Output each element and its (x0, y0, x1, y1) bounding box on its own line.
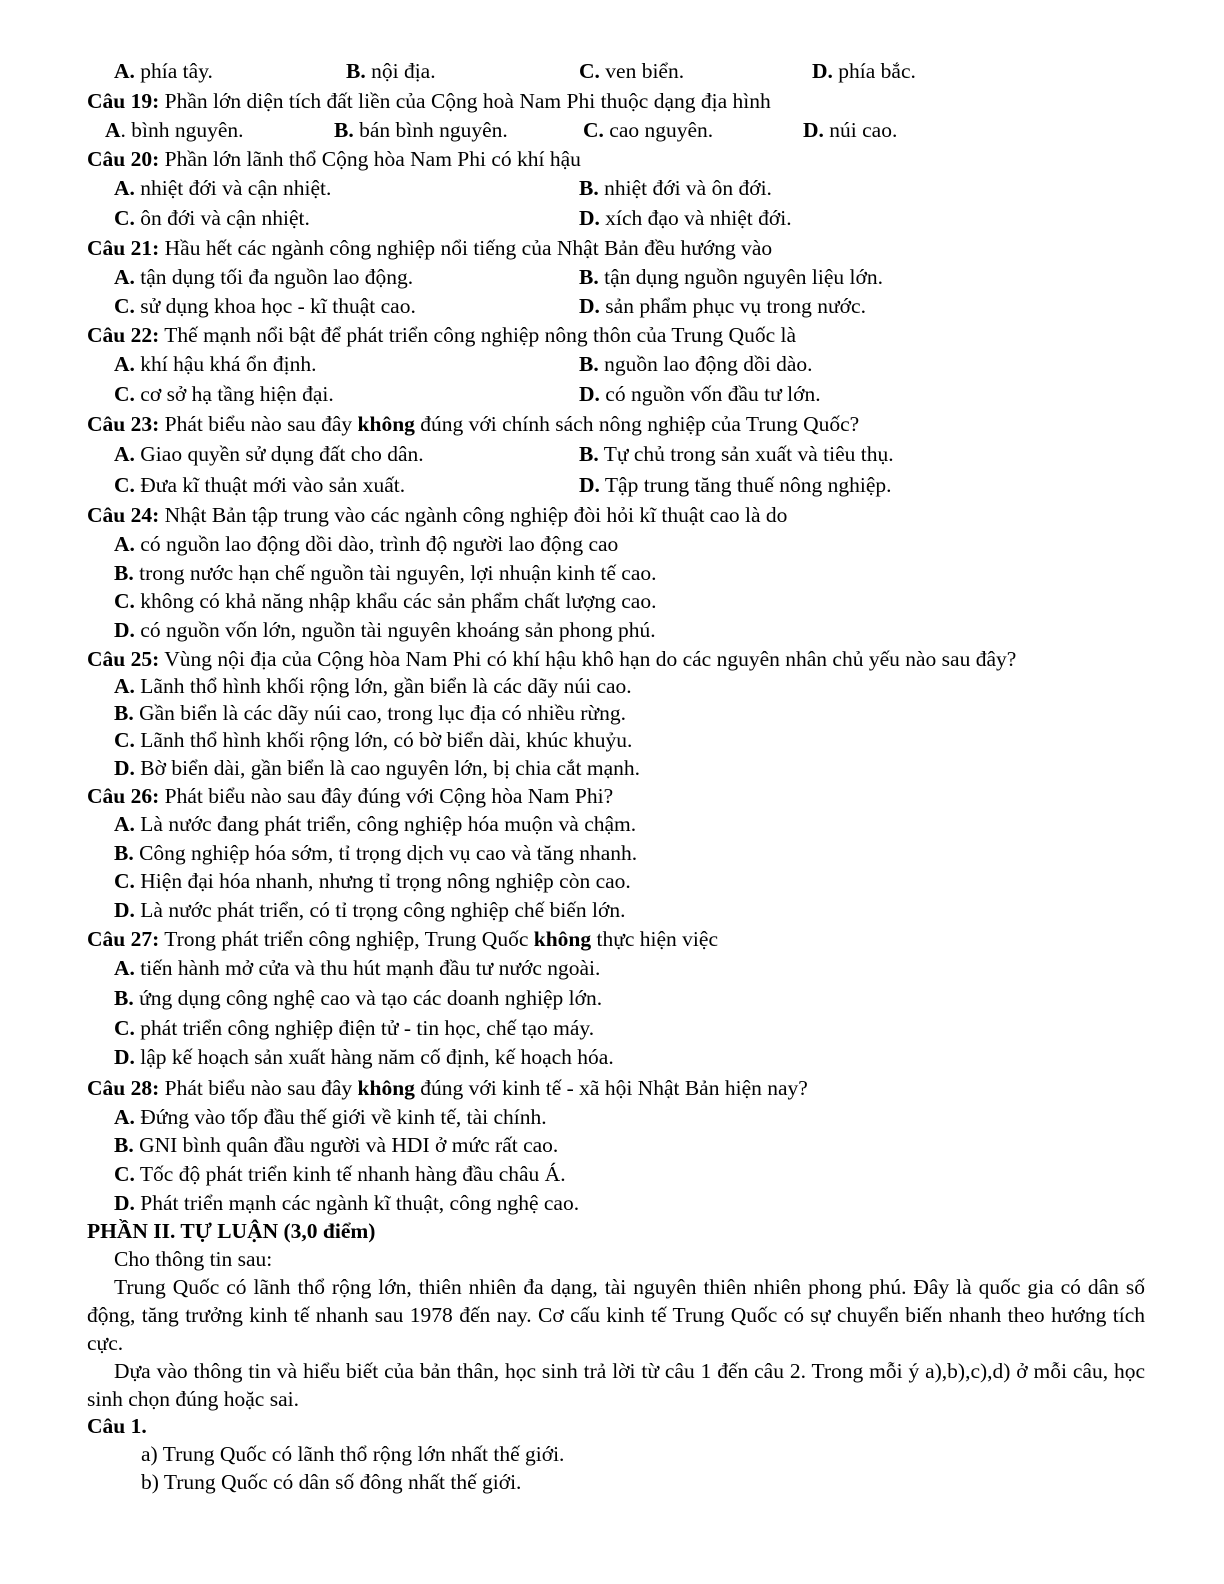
q27-option-c: C. phát triển công nghiệp điện tử - tin học, chế tạo máy. (114, 1016, 595, 1040)
q22-question: Câu 22: Thế mạnh nổi bật để phát triển công nghiệp nông thôn của Trung Quốc là (87, 323, 797, 347)
q18-option-a: A. phía tây. (114, 59, 213, 83)
q23-option-a: A. Giao quyền sử dụng đất cho dân. (114, 442, 424, 466)
q25-option-a: A. Lãnh thổ hình khối rộng lớn, gần biển là các dãy núi cao. (114, 674, 632, 698)
part2-question-1-label: Câu 1. (87, 1414, 147, 1438)
q28-option-a: A. Đứng vào tốp đầu thế giới về kinh tế, tài chính. (114, 1105, 547, 1129)
q19-question: Câu 19: Phần lớn diện tích đất liền của Cộng hoà Nam Phi thuộc dạng địa hình (87, 89, 771, 113)
q26-option-d: D. Là nước phát triển, có tỉ trọng công nghiệp chế biến lớn. (114, 898, 626, 922)
q25-option-b: B. Gần biển là các dãy núi cao, trong lục địa có nhiều rừng. (114, 701, 626, 725)
part2-instruction-paragraph: Dựa vào thông tin và hiểu biết của bản thân, học sinh trả lời từ câu 1 đến câu 2. Trong mỗi ý a),b),c),d) ở mỗi câu, học sinh chọn đúng hoặc sai. (87, 1359, 1145, 1411)
q21-option-d: D. sản phẩm phục vụ trong nước. (579, 294, 866, 318)
q21-option-a: A. tận dụng tối đa nguồn lao động. (114, 265, 414, 289)
q26-option-c: C. Hiện đại hóa nhanh, nhưng tỉ trọng nông nghiệp còn cao. (114, 869, 631, 893)
q27-option-b: B. ứng dụng công nghệ cao và tạo các doanh nghiệp lớn. (114, 986, 603, 1010)
q19-option-a: A. bình nguyên. (105, 118, 244, 142)
part2-question-1-item-b: b) Trung Quốc có dân số đông nhất thế giới. (141, 1470, 522, 1494)
q20-option-b: B. nhiệt đới và ôn đới. (579, 176, 772, 200)
q20-option-d: D. xích đạo và nhiệt đới. (579, 206, 792, 230)
q28-option-c: C. Tốc độ phát triển kinh tế nhanh hàng đầu châu Á. (114, 1162, 566, 1186)
q25-question: Câu 25: Vùng nội địa của Cộng hòa Nam Phi có khí hậu khô hạn do các nguyên nhân chủ yếu nào sau đây? (87, 647, 1017, 671)
q22-option-d: D. có nguồn vốn đầu tư lớn. (579, 382, 821, 406)
q28-question: Câu 28: Phát biểu nào sau đây không đúng với kinh tế - xã hội Nhật Bản hiện nay? (87, 1076, 808, 1100)
q21-option-b: B. tận dụng nguồn nguyên liệu lớn. (579, 265, 883, 289)
q27-option-a: A. tiến hành mở cửa và thu hút mạnh đầu tư nước ngoài. (114, 956, 601, 980)
q20-option-a: A. nhiệt đới và cận nhiệt. (114, 176, 332, 200)
q19-option-c: C. cao nguyên. (583, 118, 714, 142)
q23-question: Câu 23: Phát biểu nào sau đây không đúng với chính sách nông nghiệp của Trung Quốc? (87, 412, 860, 436)
q19-option-b: B. bán bình nguyên. (334, 118, 508, 142)
q24-option-d: D. có nguồn vốn lớn, nguồn tài nguyên khoáng sản phong phú. (114, 618, 656, 642)
part2-heading: PHẦN II. TỰ LUẬN (3,0 điểm) (87, 1219, 376, 1243)
q23-option-d: D. Tập trung tăng thuế nông nghiệp. (579, 473, 892, 497)
q19-option-d: D. núi cao. (803, 118, 898, 142)
part2-question-1-item-a: a) Trung Quốc có lãnh thổ rộng lớn nhất thế giới. (141, 1442, 565, 1466)
q24-option-a: A. có nguồn lao động dồi dào, trình độ người lao động cao (114, 532, 619, 556)
q28-option-d: D. Phát triển mạnh các ngành kĩ thuật, công nghệ cao. (114, 1191, 580, 1215)
q18-option-c: C. ven biển. (579, 59, 685, 83)
q25-option-d: D. Bờ biển dài, gần biển là cao nguyên lớn, bị chia cắt mạnh. (114, 756, 641, 780)
q20-question: Câu 20: Phần lớn lãnh thổ Cộng hòa Nam Phi có khí hậu (87, 147, 581, 171)
q26-option-b: B. Công nghiệp hóa sớm, tỉ trọng dịch vụ cao và tăng nhanh. (114, 841, 638, 865)
q25-option-c: C. Lãnh thổ hình khối rộng lớn, có bờ biển dài, khúc khuỷu. (114, 728, 633, 752)
part2-intro: Cho thông tin sau: (114, 1247, 273, 1271)
q18-option-b: B. nội địa. (346, 59, 436, 83)
q21-option-c: C. sử dụng khoa học - kĩ thuật cao. (114, 294, 416, 318)
q28-option-b: B. GNI bình quân đầu người và HDI ở mức rất cao. (114, 1133, 559, 1157)
part2-info-paragraph: Trung Quốc có lãnh thổ rộng lớn, thiên nhiên đa dạng, tài nguyên thiên nhiên phong phú. Đây là quốc gia có dân số động, tăng trưởng kinh tế nhanh sau 1978 đến nay. Cơ cấu kinh tế Trung Quốc có sự chuyển biến nhanh theo hướng tích cực. (87, 1275, 1145, 1355)
q26-question: Câu 26: Phát biểu nào sau đây đúng với Cộng hòa Nam Phi? (87, 784, 614, 808)
q22-option-b: B. nguồn lao động dồi dào. (579, 352, 813, 376)
q22-option-a: A. khí hậu khá ổn định. (114, 352, 317, 376)
q18-option-d: D. phía bắc. (812, 59, 916, 83)
q23-option-c: C. Đưa kĩ thuật mới vào sản xuất. (114, 473, 406, 497)
q24-question: Câu 24: Nhật Bản tập trung vào các ngành công nghiệp đòi hỏi kĩ thuật cao là do (87, 503, 788, 527)
q21-question: Câu 21: Hầu hết các ngành công nghiệp nổi tiếng của Nhật Bản đều hướng vào (87, 236, 773, 260)
q24-option-b: B. trong nước hạn chế nguồn tài nguyên, lợi nhuận kinh tế cao. (114, 561, 657, 585)
q27-question: Câu 27: Trong phát triển công nghiệp, Trung Quốc không thực hiện việc (87, 927, 718, 951)
q23-option-b: B. Tự chủ trong sản xuất và tiêu thụ. (579, 442, 894, 466)
q26-option-a: A. Là nước đang phát triển, công nghiệp hóa muộn và chậm. (114, 812, 637, 836)
q24-option-c: C. không có khả năng nhập khẩu các sản phẩm chất lượng cao. (114, 589, 657, 613)
q20-option-c: C. ôn đới và cận nhiệt. (114, 206, 310, 230)
q22-option-c: C. cơ sở hạ tầng hiện đại. (114, 382, 334, 406)
q27-option-d: D. lập kế hoạch sản xuất hàng năm cố định, kế hoạch hóa. (114, 1045, 614, 1069)
